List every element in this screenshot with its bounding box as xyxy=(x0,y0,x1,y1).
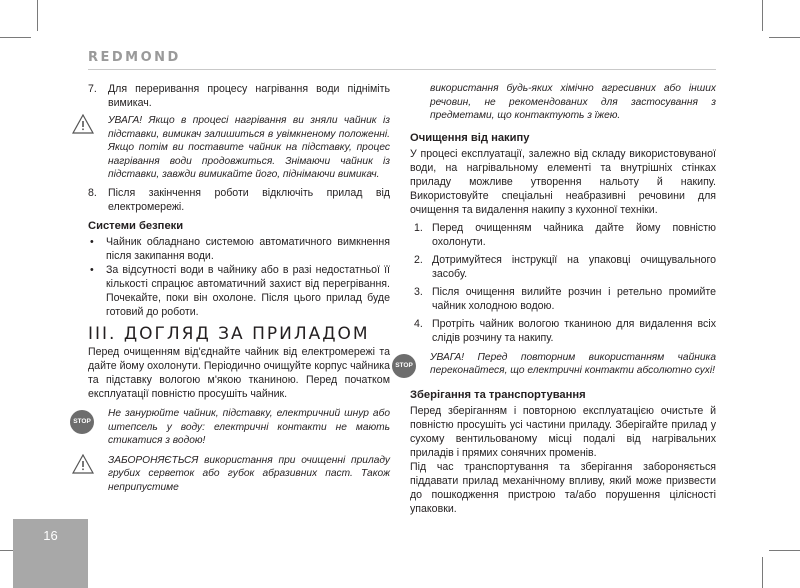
warning-triangle-icon xyxy=(72,454,94,474)
care-paragraph: Перед очищенням від'єднайте чайник від електромережі та дайте йому охолонути. Періодично очищуйте корпус чайника та підставку вологою м'якою тканиною. Перед початком експлуатації повністю просушіть чайник. xyxy=(88,345,390,400)
bullet-text: За відсутності води в чайнику або в разі недостатньої її кількості спрацює автоматичний захист від перегрівання. Почекайте, поки він охолоне. Після цього прилад буде готовий до роботи. xyxy=(106,263,390,318)
list-item xyxy=(88,82,390,110)
bullet-text: Чайник обладнано системою автоматичного вимкнення після закипання води. xyxy=(106,235,390,262)
item-number: 4. xyxy=(414,317,423,330)
list-item xyxy=(410,221,716,249)
warning-triangle-icon xyxy=(72,114,94,134)
crop-mark xyxy=(37,0,38,31)
bullet-item xyxy=(88,235,390,263)
chapter-title: III. ДОГЛЯД ЗА ПРИЛАДОМ xyxy=(88,323,370,344)
crop-mark xyxy=(762,0,763,31)
list-item xyxy=(410,253,716,281)
warning-text: УВАГА! Якщо в процесі нагрівання ви зняли чайник із підставки, вимикач залишиться в увімкненому положенні. Якщо потім ви поставите чайник на підставку, процес нагрівання води продовжиться. Знімаючи чайник із підставки, завжди вимикайте його, піднімаючи вимикач. xyxy=(108,115,390,181)
item-number: 1. xyxy=(414,221,423,234)
page-number: 16 xyxy=(43,528,58,543)
header-rule xyxy=(88,69,716,70)
stop-icon: STOP xyxy=(392,354,416,378)
storage-paragraph: Перед зберіганням і повторною експлуатацією очистьте й повністю просушіть усі частини приладу. Зберігайте прилад у сухому вентильованому місці подалі від нагрівальних приладів і прямих сонячних променів. xyxy=(410,404,716,459)
warning-text: ЗАБОРОНЯЄТЬСЯ використання при очищенні приладу грубих серветок або губок абразивних паст. Також неприпустиме xyxy=(108,454,390,493)
stop-icon: STOP xyxy=(70,410,94,434)
item-number: 8. xyxy=(88,186,97,199)
item-text: Протріть чайник вологою тканиною для видалення всіх слідів розчину та накипу. xyxy=(432,317,716,344)
item-text: Перед очищенням чайника дайте йому повністю охолонути. xyxy=(432,221,716,248)
bullet-icon: • xyxy=(90,263,94,276)
warning-note xyxy=(88,114,390,182)
item-number: 7. xyxy=(88,83,97,95)
warning-note xyxy=(88,454,390,495)
section-heading: Системи безпеки xyxy=(88,219,184,232)
item-text: Після очищення вилийте розчин і ретельно промийте чайник холодною водою. xyxy=(432,285,716,312)
stop-text: Не занурюйте чайник, підставку, електричний шнур або штепсель у воду: електричні контакти не мають стикатися з водою! xyxy=(108,407,390,447)
stop-note xyxy=(73,407,390,448)
item-text: Для переривання процесу нагрівання води підніміть вимикач. xyxy=(108,83,390,109)
section-heading: Зберігання та транспортування xyxy=(410,388,586,401)
storage-paragraph: Під час транспортування та зберігання забороняється піддавати прилад механічному впливу, який може призвести до пошкодження пристрою та/або порушення цілісності упаковки. xyxy=(410,460,716,515)
section-heading: Очищення від накипу xyxy=(410,131,530,144)
crop-mark xyxy=(0,37,31,38)
stop-text: УВАГА! Перед повторним використанням чайника переконайтеся, що електричні контакти абсолютно сухі! xyxy=(430,351,716,377)
crop-mark xyxy=(769,37,800,38)
item-text: Після закінчення роботи відключіть прилад від електромережі. xyxy=(108,186,390,213)
list-item xyxy=(410,285,716,313)
brand-logo: REDMOND xyxy=(88,50,181,65)
bullet-item xyxy=(88,263,390,319)
item-number: 2. xyxy=(414,253,423,266)
list-item xyxy=(88,186,390,214)
right-column xyxy=(395,82,716,516)
warning-note-continued xyxy=(410,82,716,123)
list-item xyxy=(410,317,716,345)
bullet-icon: • xyxy=(90,235,94,248)
item-number: 3. xyxy=(414,285,423,298)
descale-paragraph: У процесі експлуатації, залежно від складу використовуваної води, на нагрівальному елементі та внутрішніх стінках приладу можливе утворення нальоту й накипу. Використовуйте спеціальні неабразивні речовини для очищення та видалення накипу з кухонної техніки. xyxy=(410,147,716,216)
stop-note xyxy=(395,351,716,378)
item-text: Дотримуйтеся інструкції на упаковці очищувального засобу. xyxy=(432,253,716,280)
page-number-tab xyxy=(13,519,88,588)
crop-mark xyxy=(769,550,800,551)
left-column xyxy=(73,82,390,495)
warning-text: використання будь-яких хімічно агресивних або інших речовин, не рекомендованих для застосування з предметами, що контактують з їжею. xyxy=(430,83,716,122)
crop-mark xyxy=(762,557,763,588)
